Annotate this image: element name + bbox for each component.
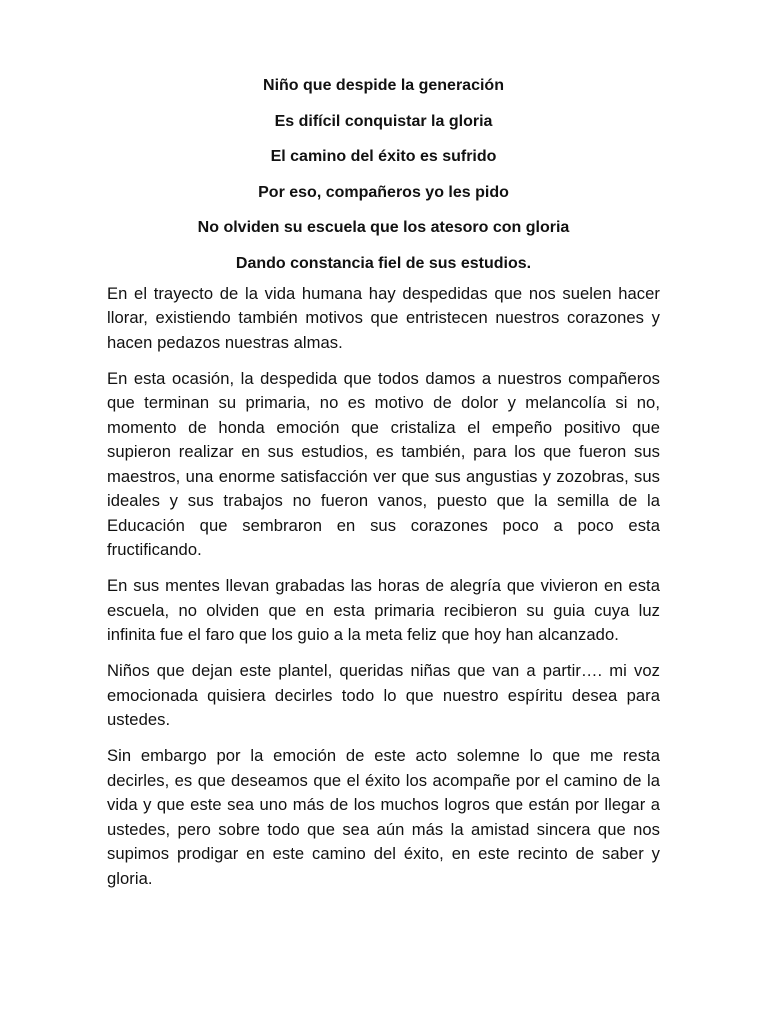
poem-line: Dando constancia fiel de sus estudios.: [235, 254, 532, 272]
body-text: [107, 282, 660, 892]
poem-line: No olviden su escuela que los atesoro con gloria: [197, 219, 570, 237]
paragraph: En esta ocasión, la despedida que todos damos a nuestros compañeros que terminan su primaria, no es motivo de dolor y melancolía si no, momento de honda emoción que cristaliza el empeño positivo que supieron realizar en sus estudios, es también, para los que fueron sus maestros, una enorme satisfacción ver que sus angustias y zozobras, sus ideales y sus trabajos no fueron vanos, puesto que la semilla de la Educación que sembraron en sus corazones poco a poco esta fructificando.: [107, 368, 660, 560]
paragraph: Niños que dejan este plantel, queridas niñas que van a partir…. mi voz emocionada quisiera decirles todo lo que nuestro espíritu desea para ustedes.: [107, 661, 660, 730]
poem-line: Por eso, compañeros yo les pido: [258, 183, 509, 201]
poem-line: El camino del éxito es sufrido: [270, 148, 497, 166]
paragraph: En sus mentes llevan grabadas las horas de alegría que vivieron en esta escuela, no olviden que en esta primaria recibieron su guia cuya luz infinita fue el faro que los guio a la meta feliz que hoy han alcanzado.: [107, 576, 660, 645]
poem-stanza: [107, 76, 660, 276]
poem-line: Es difícil conquistar la gloria: [274, 112, 493, 130]
paragraph: Sin embargo por la emoción de este acto solemne lo que me resta decirles, es que deseamos que el éxito los acompañe por el camino de la vida y que este sea uno más de los muchos logros que están por llegar a ustedes, pero sobre todo que sea aún más la amistad sincera que nos supimos prodigar en este camino del éxito, en este recinto de saber y gloria.: [107, 746, 660, 888]
document-page: [107, 76, 660, 903]
poem-line: Niño que despide la generación: [263, 77, 504, 94]
paragraph: En el trayecto de la vida humana hay despedidas que nos suelen hacer llorar, existiendo también motivos que entristecen nuestros corazones y hacen pedazos nuestras almas.: [107, 283, 660, 352]
